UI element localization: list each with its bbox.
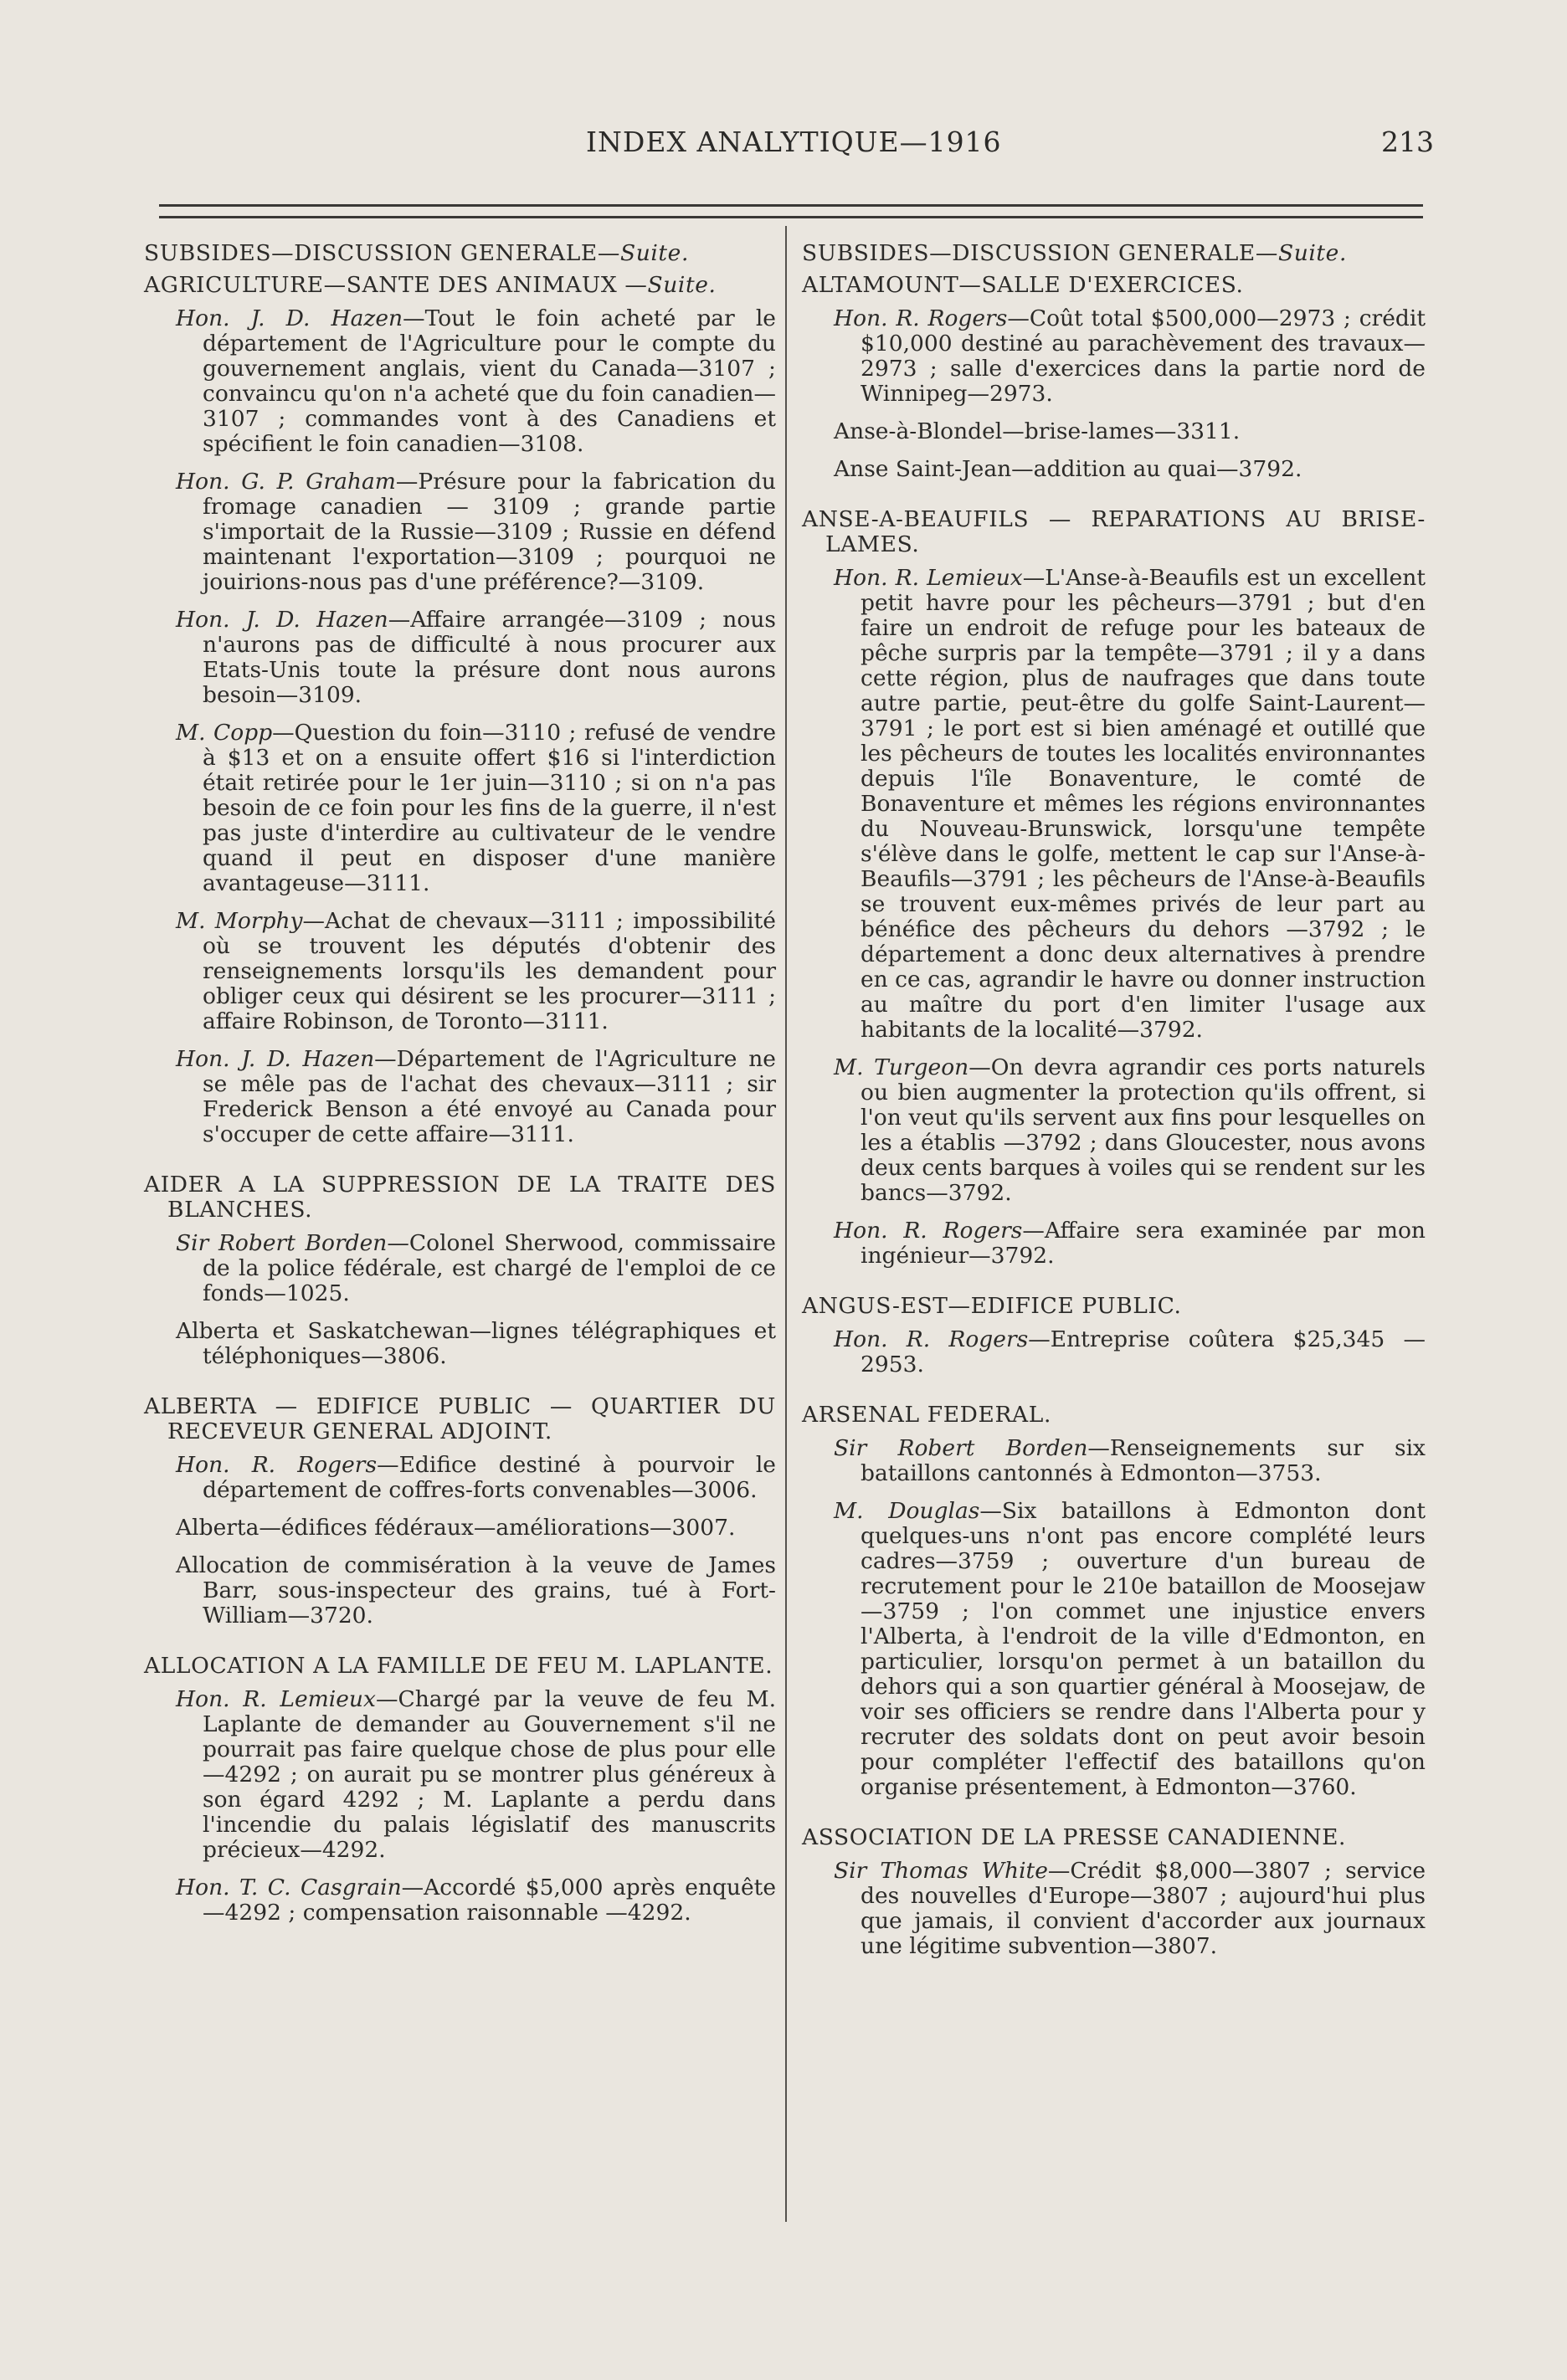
section-heading: ARSENAL FEDERAL. <box>802 1402 1051 1428</box>
index-entry: Sir Robert Borden—Renseignements sur six bataillons cantonnés à Edmonton—3753. <box>834 1435 1426 1486</box>
continued-heading: SUBSIDES—DISCUSSION GENERALE—Suite. <box>802 240 1347 266</box>
speaker-name: Hon. R. Rogers <box>834 1326 1029 1352</box>
speaker-name: Hon. R. Rogers <box>176 1452 378 1478</box>
index-section <box>144 1172 776 1369</box>
speaker-name: Hon. R. Rogers <box>834 305 1008 331</box>
speaker-name: M. Morphy <box>176 908 303 934</box>
index-entry: Hon. R. Rogers—Coût total $500,000—2973 ; crédit $10,000 destiné au parachèvement des travaux—2973 ; salle d'exercices dans la partie nord de Winnipeg—2973. <box>834 305 1426 407</box>
section-heading: ALTAMOUNT—SALLE D'EXERCICES. <box>802 272 1244 298</box>
speaker-name: M. Douglas <box>834 1498 980 1524</box>
index-entry: Hon. R. Rogers—Entreprise coûtera $25,345 —2953. <box>834 1326 1426 1377</box>
index-entry: Sir Robert Borden—Colonel Sherwood, commissaire de la police fédérale, est chargé de l'emploi de ce fonds—1025. <box>176 1230 776 1306</box>
index-entry: M. Douglas—Six bataillons à Edmonton dont quelques-uns n'ont pas encore complété leurs cadres—3759 ; ouverture d'un bureau de recrutement pour le 210e bataillon de Moosejaw—3759 ; l'on commet une injustice envers l'Alberta, à l'endroit de la ville d'Edmonton, en particulier, lorsqu'on permet à un bataillon du dehors qui a son quartier général à Moosejaw, de voir ses officiers se rendre dans l'Alberta pour y recruter des soldats dont on peut avoir besoin pour compléter l'effectif des bataillons qu'on organise présentement, à Edmonton—3760. <box>834 1498 1426 1800</box>
section-heading: ALBERTA — EDIFICE PUBLIC — QUARTIER DU RECEVEUR GENERAL ADJOINT. <box>144 1393 776 1444</box>
section-heading: ANGUS-EST—EDIFICE PUBLIC. <box>802 1293 1182 1319</box>
speaker-name: M. Copp <box>176 720 273 746</box>
index-entry: Hon. T. C. Casgrain—Accordé $5,000 après enquête—4292 ; compensation raisonnable —4292. <box>176 1875 776 1926</box>
speaker-name: M. Turgeon <box>834 1054 969 1080</box>
page-title: INDEX ANALYTIQUE—1916 <box>586 126 1002 158</box>
section-heading: ANSE-A-BEAUFILS — REPARATIONS AU BRISE-LAMES. <box>802 506 1426 557</box>
index-entry: M. Copp—Question du foin—3110 ; refusé de vendre à $13 et on a ensuite offert $16 si l'interdiction était retirée pour le 1er juin—3110 ; si on n'a pas besoin de ce foin pour les fins de la guerre, il n'est pas juste d'interdire au cultivateur de le vendre quand il peut en disposer d'une manière avantageuse—3111. <box>176 720 777 896</box>
index-entry: Anse-à-Blondel—brise-lames—3311. <box>834 418 1241 444</box>
index-section <box>802 1403 1426 1800</box>
index-section <box>144 1654 776 1926</box>
speaker-name: Hon. R. Rogers <box>834 1218 1023 1244</box>
speaker-name: Hon. T. C. Casgrain <box>176 1875 402 1900</box>
speaker-name: Hon. J. D. Hazen <box>176 1046 375 1072</box>
index-entry: Hon. R. Lemieux—L'Anse-à-Beaufils est un excellent petit havre pour les pêcheurs—3791 ; but d'en faire un endroit de refuge pour les bateaux de pêche surpris par la tempête—3791 ; il y a dans cette région, plus de naufrages que dans toute autre partie, peut-être du golfe Saint-Laurent—3791 ; le port est si bien aménagé et outillé que les pêcheurs de toutes les localités environnantes depuis l'île Bonaventure, le comté de Bonaventure et mêmes les régions environnantes du Nouveau-Brunswick, lorsqu'une tempête s'élève dans le golfe, mettent le cap sur l'Anse-à-Beaufils—3791 ; les pêcheurs de l'Anse-à-Beaufils se trouvent eux-mêmes privés de leur part au bénéfice des pêcheurs du dehors —3792 ; le département a donc deux alternatives à prendre en ce cas, agrandir le havre ou donner instruction au maître du port d'en limiter l'usage aux habitants de la localité—3792. <box>834 565 1426 1043</box>
section-heading: AGRICULTURE—SANTE DES ANIMAUX —Suite. <box>144 272 717 298</box>
index-entry: Alberta et Saskatchewan—lignes télégraphiques et téléphoniques—3806. <box>176 1318 776 1369</box>
index-entry: Hon. R. Rogers—Affaire sera examinée par mon ingénieur—3792. <box>834 1218 1426 1269</box>
running-header <box>0 126 1567 176</box>
speaker-name: Sir Thomas White <box>834 1858 1048 1884</box>
page-number: 213 <box>1381 126 1434 158</box>
right-column <box>802 241 1426 1972</box>
header-rule <box>159 204 1423 207</box>
index-entry: Hon. G. P. Graham—Présure pour la fabrication du fromage canadien — 3109 ; grande partie s'importait de la Russie—3109 ; Russie en défend maintenant l'exportation—3109 ; pourquoi ne jouirions-nous pas d'une préférence?—3109. <box>176 469 776 595</box>
index-entry: M. Turgeon—On devra agrandir ces ports naturels ou bien augmenter la protection qu'ils offrent, si l'on veut qu'ils servent aux fins pour lesquelles on les a établis —3792 ; dans Gloucester, nous avons deux cents barques à voiles qui se rendent sur les bancs—3792. <box>834 1054 1426 1206</box>
index-entry: Hon. J. D. Hazen—Affaire arrangée—3109 ; nous n'aurons pas de difficulté à nous procurer aux Etats-Unis toute la présure dont nous aurons besoin—3109. <box>176 607 776 708</box>
continued-heading: SUBSIDES—DISCUSSION GENERALE—Suite. <box>144 240 689 266</box>
index-section <box>802 1294 1426 1377</box>
header-rule-double <box>159 216 1423 218</box>
index-entry: Hon. R. Rogers—Edifice destiné à pourvoir le département de coffres-forts convenables—3006. <box>176 1452 776 1503</box>
index-entry: Allocation de commisération à la veuve de James Barr, sous-inspecteur des grains, tué à Fort-William—3720. <box>176 1552 776 1629</box>
index-entry: Hon. R. Lemieux—Chargé par la veuve de feu M. Laplante de demander au Gouvernement s'il ne pourrait pas faire quelque chose de plus pour elle—4292 ; on aurait pu se montrer plus généreux à son égard 4292 ; M. Laplante a perdu dans l'incendie du palais législatif des manuscrits précieux—4292. <box>176 1686 776 1863</box>
index-entry: Sir Thomas White—Crédit $8,000—3807 ; service des nouvelles d'Europe—3807 ; aujourd'hui plus que jamais, il convient d'accorder aux journaux une légitime subvention—3807. <box>834 1858 1426 1959</box>
index-section <box>802 1825 1426 1959</box>
speaker-name: Hon. R. Lemieux <box>176 1686 376 1712</box>
index-section <box>144 1394 776 1629</box>
column-divider <box>785 226 787 2222</box>
speaker-name: Hon. J. D. Hazen <box>176 607 388 633</box>
speaker-name: Hon. J. D. Hazen <box>176 305 403 331</box>
section-heading: ASSOCIATION DE LA PRESSE CANADIENNE. <box>802 1824 1347 1850</box>
speaker-name: Hon. G. P. Graham <box>176 469 396 495</box>
section-heading: ALLOCATION A LA FAMILLE DE FEU M. LAPLANTE. <box>144 1653 773 1679</box>
index-entry: Anse Saint-Jean—addition au quai—3792. <box>834 456 1302 482</box>
speaker-name: Sir Robert Borden <box>834 1435 1088 1461</box>
index-entry: Hon. J. D. Hazen—Tout le foin acheté par le département de l'Agriculture pour le compte du gouvernement anglais, vient du Canada—3107 ; convaincu qu'on n'a acheté que du foin canadien—3107 ; commandes vont à des Canadiens et spécifient le foin canadien—3108. <box>176 305 776 457</box>
index-section <box>802 507 1426 1269</box>
section-heading: AIDER A LA SUPPRESSION DE LA TRAITE DES BLANCHES. <box>144 1172 776 1223</box>
index-entry: Alberta—édifices fédéraux—améliorations—3007. <box>176 1515 736 1541</box>
speaker-name: Sir Robert Borden <box>176 1230 388 1256</box>
left-column <box>144 241 776 1938</box>
speaker-name: Hon. R. Lemieux <box>834 565 1023 591</box>
index-entry: Hon. J. D. Hazen—Département de l'Agriculture ne se mêle pas de l'achat des chevaux—3111 ; sir Frederick Benson a été envoyé au Canada pour s'occuper de cette affaire—3111. <box>176 1046 776 1147</box>
index-entry: M. Morphy—Achat de chevaux—3111 ; impossibilité où se trouvent les députés d'obtenir des renseignements lorsqu'ils les demandent pour obliger ceux qui désirent se les procurer—3111 ; affaire Robinson, de Toronto—3111. <box>176 908 776 1034</box>
index-section <box>802 273 1426 482</box>
index-section <box>144 273 776 1147</box>
